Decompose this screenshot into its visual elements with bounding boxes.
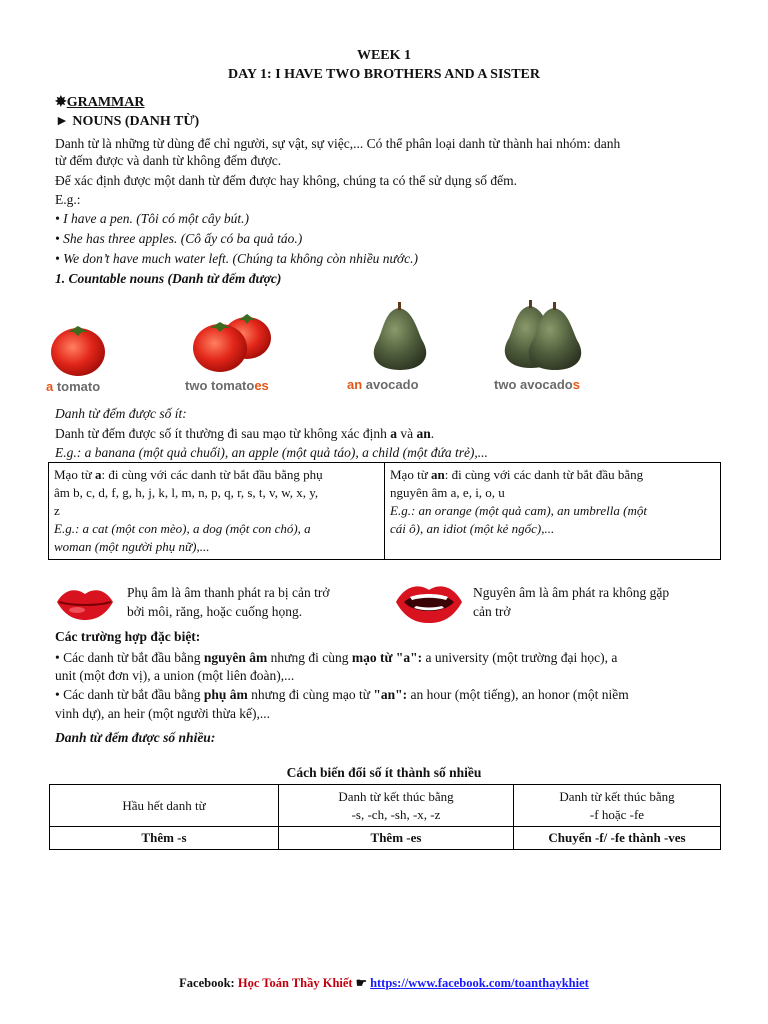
article-a-example-end: woman (một người phụ nữ),... — [54, 539, 210, 554]
article-an-example-end: cái ô), an idiot (một kẻ ngốc),... — [390, 521, 555, 536]
plural-rule-s: Thêm -s — [50, 827, 279, 850]
caption-two-avocados: two avocados — [494, 377, 580, 392]
plural-header-most: Hầu hết danh từ — [50, 785, 279, 827]
avocado-image — [374, 302, 426, 370]
footer — [0, 975, 768, 991]
special-case-1: • Các danh từ bắt đầu bằng nguyên âm nhưng đi cùng mạo từ "a": a university (một trường đại học), a — [55, 650, 618, 665]
footer-page-name[interactable]: Học Toán Thầy Khiết — [237, 976, 353, 990]
week-label: WEEK 1 — [356, 48, 412, 63]
footer-label: Facebook: — [179, 976, 235, 990]
star-icon: ✸ — [55, 95, 67, 110]
singular-heading: Danh từ đếm được số ít: — [55, 406, 187, 421]
article-a-consonants: âm b, c, d, f, g, h, j, k, l, m, n, p, q, r, s, t, v, w, x, y, — [54, 485, 319, 500]
two-avocados-image — [505, 300, 581, 370]
triangle-right-icon: ► — [55, 114, 73, 129]
intro-line-2: từ đếm được và danh từ không đếm được. — [55, 153, 282, 168]
caption-tomato: a tomato — [46, 379, 101, 394]
article-table — [48, 462, 721, 560]
special-case-2: • Các danh từ bắt đầu bằng phụ âm nhưng đi cùng mạo từ "an": an hour (một tiếng), an honor (một niềm — [55, 687, 629, 702]
article-an-vowels: nguyên âm a, e, i, o, u — [390, 485, 505, 500]
eg-label: E.g.: — [55, 192, 81, 207]
intro-line-1: Danh từ là những từ dùng để chỉ người, sự vật, sự việc,... Có thể phân loại danh từ thành hai nhóm: danh — [55, 136, 621, 151]
plural-table — [49, 784, 721, 850]
vowel-definition: Nguyên âm là âm phát ra không gặp cản trở — [473, 585, 670, 619]
singular-example: E.g.: a banana (một quả chuối), an apple (một quả táo), a child (một đứa trẻ),... — [55, 445, 488, 460]
countable-heading: 1. Countable nouns (Danh từ đếm được) — [55, 271, 282, 286]
example-1: • I have a pen. (Tôi có một cây bút.) — [55, 211, 250, 226]
singular-rule: Danh từ đếm được số ít thường đi sau mạo từ không xác định a và an. — [55, 426, 435, 441]
tomato-image — [51, 326, 105, 376]
article-a-rule: Mạo từ a: đi cùng với các danh từ bắt đầu bằng phụ — [54, 467, 323, 482]
special-case-2-cont: vinh dự), an heir (một người thừa kế),... — [55, 706, 271, 721]
footer-facebook-link[interactable]: https://www.facebook.com/toanthaykhiet — [370, 976, 589, 990]
open-lips-icon — [394, 580, 464, 624]
article-an-rule: Mạo từ an: đi cùng với các danh từ bắt đầu bằng — [390, 467, 644, 482]
example-2: • She has three apples. (Cô ấy có ba quả táo.) — [55, 231, 303, 246]
plural-rule-ves: Chuyển -f/ -fe thành -ves — [514, 827, 721, 850]
plural-rule-es: Thêm -es — [279, 827, 514, 850]
article-a-example: E.g.: a cat (một con mèo), a dog (một con chó), a — [54, 521, 311, 536]
article-an-example: E.g.: an orange (một quả cam), an umbrella (một — [390, 503, 647, 518]
closed-lips-icon — [55, 582, 115, 622]
article-an-cell — [385, 463, 721, 560]
article-a-cell — [49, 463, 385, 560]
pointing-hand-icon: ☛ — [355, 976, 367, 990]
noun-illustrations — [40, 300, 620, 380]
article-a-consonants-end: z — [54, 503, 60, 518]
nouns-heading: ► NOUNS (DANH TỪ) — [55, 114, 200, 129]
caption-avocado: an avocado — [347, 377, 419, 392]
plural-heading: Danh từ đếm được số nhiều: — [55, 730, 216, 745]
plural-header-ves: Danh từ kết thúc bằng -f hoặc -fe — [514, 785, 721, 827]
special-case-1-cont: unit (một đơn vị), a union (một liên đoàn),... — [55, 668, 295, 683]
consonant-definition: Phụ âm là âm thanh phát ra bị cản trở bởi môi, răng, hoặc cuống họng. — [127, 585, 330, 619]
two-tomatoes-image — [193, 314, 271, 372]
grammar-heading: ✸GRAMMAR — [55, 95, 145, 110]
example-3: • We don’t have much water left. (Chúng ta không còn nhiều nước.) — [55, 251, 418, 266]
page-title: DAY 1: I HAVE TWO BROTHERS AND A SISTER — [228, 67, 540, 82]
plural-header-es: Danh từ kết thúc bằng -s, -ch, -sh, -x, -z — [279, 785, 514, 827]
caption-two-tomatoes: two tomatoes — [185, 378, 269, 393]
intro-line-3: Để xác định được một danh từ đếm được hay không, chúng ta có thể sử dụng số đếm. — [55, 173, 517, 188]
special-cases-heading: Các trường hợp đặc biệt: — [55, 629, 201, 644]
plural-table-title: Cách biến đổi số ít thành số nhiều — [286, 765, 482, 780]
